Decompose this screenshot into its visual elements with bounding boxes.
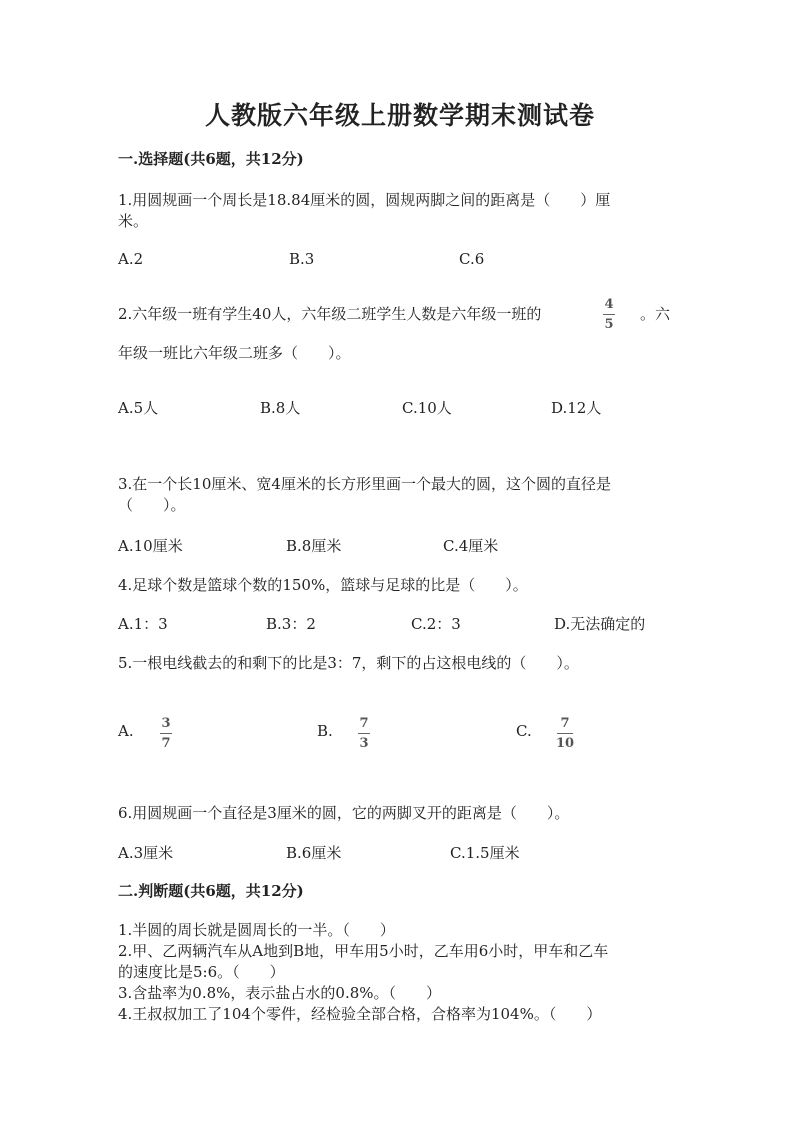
fraction-bar [358, 733, 370, 734]
section-heading-true-false: 二.判断题(共6题，共12分) [118, 882, 304, 900]
question-6-text: 6.用圆规画一个直径是3厘米的圆，它的两脚叉开的距离是（ ）。 [118, 804, 570, 822]
question-2-text-tail: 。六 [640, 305, 671, 323]
question-3-option-c: C.4厘米 [443, 537, 499, 555]
question-2-option-b: B.8人 [260, 399, 301, 417]
fraction-denominator: 3 [359, 736, 369, 751]
tf-question-1: 1.半圆的周长就是圆周长的一半。（ ） [118, 921, 395, 939]
question-3-text: 3.在一个长10厘米、宽4厘米的长方形里画一个最大的圆，这个圆的直径是 [118, 475, 611, 493]
question-5-option-a-label: A. [118, 722, 134, 740]
question-6-option-a: A.3厘米 [118, 844, 174, 862]
fraction-numerator: 7 [359, 716, 369, 731]
fraction-numerator: 4 [604, 297, 614, 312]
tf-question-4: 4.王叔叔加工了104个零件，经检验全部合格，合格率为104%。（ ） [118, 1005, 602, 1023]
question-4-option-b: B.3：2 [266, 615, 316, 633]
question-5-option-c-fraction [556, 717, 574, 750]
question-2-option-d: D.12人 [551, 399, 602, 417]
section-heading-choice: 一.选择题(共6题，共12分) [118, 150, 304, 168]
question-1-option-c: C.6 [459, 250, 485, 268]
fraction-bar [603, 314, 615, 315]
question-6-option-b: B.6厘米 [286, 844, 342, 862]
question-2-option-a: A.5人 [118, 399, 159, 417]
fraction-denominator: 5 [604, 317, 614, 332]
tf-question-2: 2.甲、乙两辆汽车从A地到B地，甲车用5小时，乙车用6小时，甲车和乙车 [118, 942, 609, 960]
question-5-option-a-fraction [160, 717, 172, 750]
tf-question-3: 3.含盐率为0.8%，表示盐占水的0.8%。（ ） [118, 984, 442, 1002]
fraction-denominator: 7 [161, 736, 171, 751]
question-5-text: 5.一根电线截去的和剩下的比是3：7，剩下的占这根电线的（ ）。 [118, 654, 579, 672]
question-3-text-cont: （ ）。 [118, 496, 186, 514]
question-5-option-c-label: C. [516, 722, 532, 740]
tf-question-2-cont: 的速度比是5:6。（ ） [118, 963, 285, 981]
question-3-option-b: B.8厘米 [286, 537, 342, 555]
question-6-option-c: C.1.5厘米 [450, 844, 520, 862]
question-2-option-c: C.10人 [402, 399, 452, 417]
question-5-option-b-fraction [358, 717, 370, 750]
question-4-text: 4.足球个数是篮球个数的150%，篮球与足球的比是（ ）。 [118, 576, 528, 594]
question-4-option-d: D.无法确定的 [554, 615, 646, 633]
question-4-option-c: C.2：3 [411, 615, 461, 633]
fraction-numerator: 3 [161, 716, 171, 731]
question-1-option-a: A.2 [118, 250, 144, 268]
question-4-option-a: A.1：3 [118, 615, 168, 633]
question-2-text: 2.六年级一班有学生40人，六年级二班学生人数是六年级一班的 [118, 305, 542, 323]
question-5-option-b-label: B. [317, 722, 333, 740]
question-1-option-b: B.3 [289, 250, 315, 268]
question-1-text-cont: 米。 [118, 212, 149, 230]
question-2-fraction [603, 298, 615, 331]
fraction-bar [160, 733, 172, 734]
question-1-text: 1.用圆规画一个周长是18.84厘米的圆，圆规两脚之间的距离是（ ）厘 [118, 191, 611, 209]
fraction-bar [557, 733, 573, 734]
question-2-text-cont: 年级一班比六年级二班多（ ）。 [118, 344, 351, 362]
fraction-numerator: 7 [560, 716, 570, 731]
page-title: 人教版六年级上册数学期末测试卷 [204, 101, 595, 130]
fraction-denominator: 10 [556, 736, 575, 751]
question-3-option-a: A.10厘米 [118, 537, 183, 555]
